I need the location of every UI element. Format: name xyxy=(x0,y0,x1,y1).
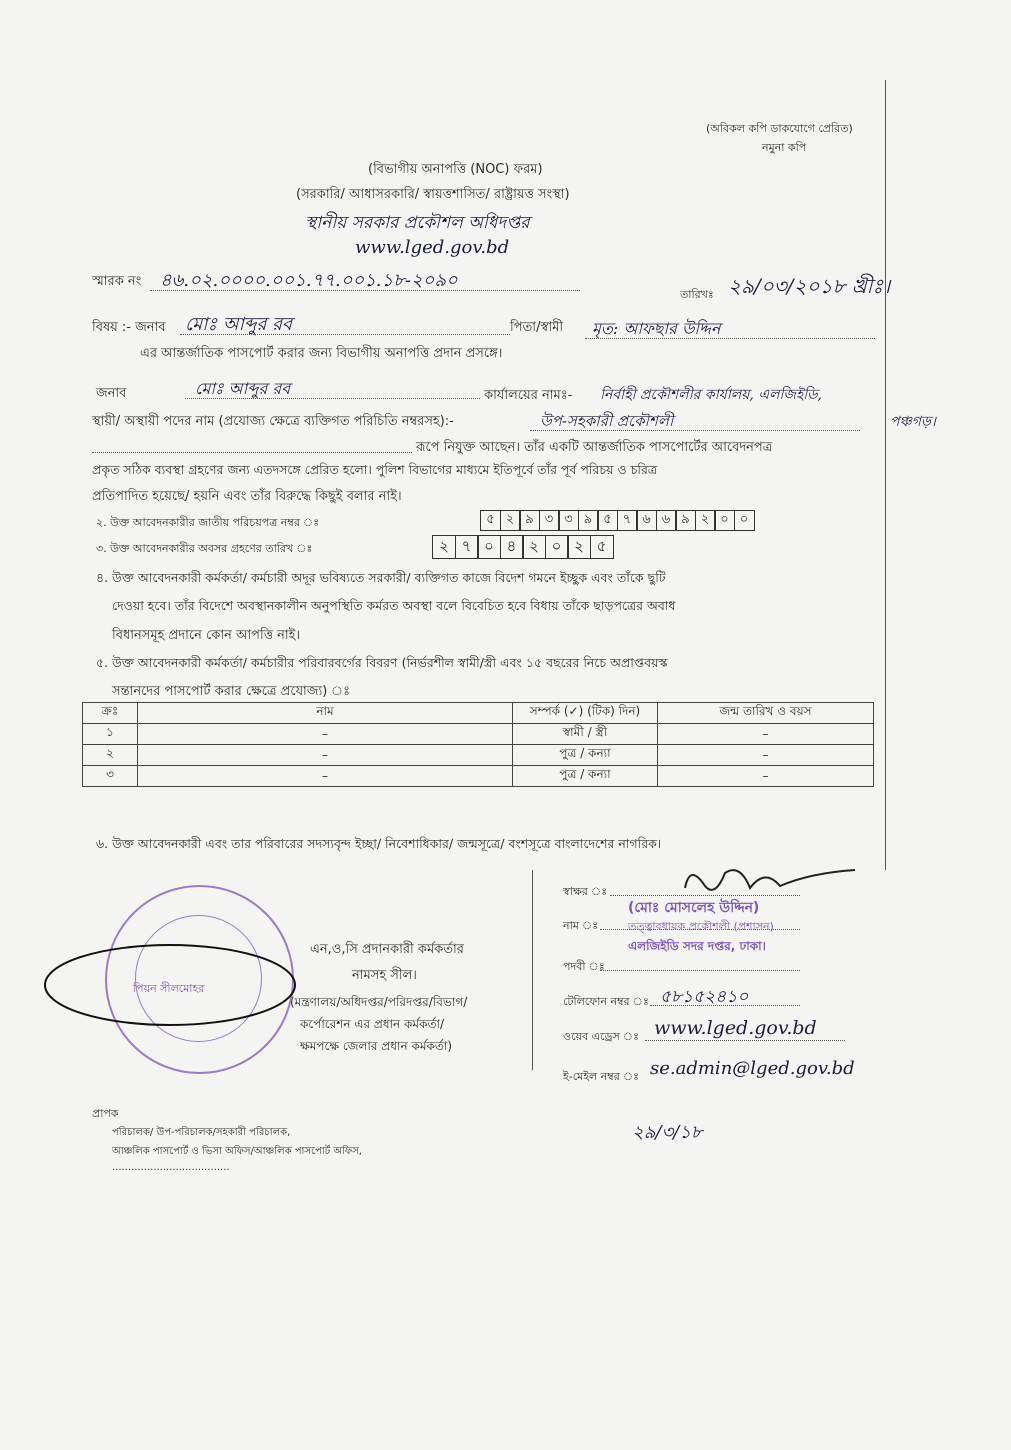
cell-dob: – xyxy=(658,745,874,766)
cell-rel: পুত্র / কন্যা xyxy=(513,766,658,787)
retire-digit: ৫ xyxy=(590,535,614,559)
item1-line5: প্রতিপাদিত হয়েছে/ হয়নি এবং তাঁর বিরুদ্ধে কিছুই বলার নাই। xyxy=(92,489,402,504)
office-label: কার্যালয়ের নামঃ- xyxy=(484,388,573,403)
recipient-line1: পরিচালক/ উপ-পরিচালক/সহকারী পরিচালক, xyxy=(112,1127,291,1138)
email-label: ই-মেইল নম্বর ঃ xyxy=(563,1070,639,1083)
noc-caption-2: নামসহ সীল। xyxy=(352,968,417,983)
noc-caption-1: এন,ও,সি প্রদানকারী কর্মকর্তার xyxy=(310,942,464,957)
item5-line2: সন্তানদের পাসপোর্ট করার ক্ষেত্রে প্রযোজ্য) ঃ xyxy=(112,684,351,699)
website-handwritten: www.lged.gov.bd xyxy=(355,237,510,258)
nid-digit: ৯ xyxy=(578,510,599,531)
col-dob: জন্ম তারিখ ও বয়স xyxy=(658,703,874,724)
nid-digit: ২ xyxy=(500,510,521,531)
copy-note: (অবিকল কপি ডাকযোগে প্রেরিত) xyxy=(706,122,853,135)
family-table xyxy=(82,702,874,787)
item2-label: ২. উক্ত আবেদনকারীর জাতীয় পরিচয়পত্র নম্বর ঃ xyxy=(96,516,320,529)
noc-caption-3: (মন্ত্রণালয়/অধিদপ্তর/পরিদপ্তর/বিভাগ/ xyxy=(290,995,468,1009)
retire-digit: ২ xyxy=(522,535,546,559)
margin-rule xyxy=(885,80,886,870)
item1-name: মোঃ আব্দুর রব xyxy=(195,379,291,398)
post-handwritten: উপ-সহকারী প্রকৌশলী xyxy=(540,412,674,430)
recipient-label: প্রাপক xyxy=(92,1107,119,1120)
item4-line1: ৪. উক্ত আবেদনকারী কর্মকর্তা/ কর্মচারী অদূর ভবিষ্যতে সরকারী/ ব্যক্তিগত কাজে বিদেশ গমনে ইচ্ছুক এবং তাঁকে ছুটি xyxy=(96,570,666,585)
date-label: তারিখঃ xyxy=(680,288,714,301)
employed-text: রূপে নিযুক্ত আছেন। তাঁর একটি আন্তর্জাতিক পাসপোর্টের আবেদনপত্র xyxy=(416,440,773,455)
recipient-line2: আঞ্চলিক পাসপোর্ট ও ভিসা অফিস/আঞ্চলিক পাসপোর্ট অফিস, xyxy=(112,1146,362,1157)
col-name: নাম xyxy=(138,703,513,724)
office-handwritten: নির্বাহী প্রকৌশলীর কার্যালয়, এলজিইডি, xyxy=(600,387,822,403)
nid-digit: ২ xyxy=(695,510,716,531)
nid-digit: ০ xyxy=(734,510,755,531)
item1-line4: প্রকৃত সঠিক ব্যবস্থা গ্রহণের জন্য এতদসঙ্গে প্রেরিত হলো। পুলিশ বিভাগের মাধ্যমে ইতিপূর্বে তাঁর পূর্ব পরিচয় ও চরিত্র xyxy=(92,462,658,477)
item3-label: ৩. উক্ত আবেদনকারীর অবসর গ্রহণের তারিখ ঃ xyxy=(96,542,313,555)
retire-digit: ৪ xyxy=(500,535,524,559)
subject-line2: এর আন্তর্জাতিক পাসপোর্ট করার জন্য বিভাগীয় অনাপত্তি প্রদান প্রসঙ্গে। xyxy=(140,346,503,361)
table-header-row xyxy=(83,703,874,724)
noc-caption-4: কর্পোরেশন এর প্রধান কর্মকর্তা/ xyxy=(300,1017,445,1031)
father-name: মৃত: আফছার উদ্দিন xyxy=(592,319,721,338)
memo-number: ৪৬.০২.০০০০.০০১.৭৭.০০১.১৮-২০৯০ xyxy=(160,270,458,291)
cell-sl: ৩ xyxy=(83,766,138,787)
subject-name: মোঃ আব্দুর রব xyxy=(185,314,293,335)
col-serial: ক্রঃ xyxy=(83,703,138,724)
table-row xyxy=(83,745,874,766)
retire-digit: ২ xyxy=(432,535,456,559)
item4-line3: বিধানসমূহ প্রদানে কোন আপত্তি নাই। xyxy=(112,628,301,643)
sign-label: স্বাক্ষর ঃ xyxy=(563,885,608,898)
item5-line1: ৫. উক্ত আবেদনকারী কর্মকর্তা/ কর্মচারীর পরিবারবর্গের বিবরণ (নির্ভরশীল স্বামী/স্ত্রী এবং ১৫ বছরের নিচে অপ্রাপ্তবয়স্ক xyxy=(96,655,668,670)
stamp-office: এলজিইডি সদর দপ্তর, ঢাকা। xyxy=(628,939,766,953)
cell-name: – xyxy=(138,766,513,787)
item1-janab: জনাব xyxy=(96,386,127,401)
nid-digit: ০ xyxy=(714,510,735,531)
table-row xyxy=(83,766,874,787)
item6-text: ৬. উক্ত আবেদনকারী এবং তার পরিবারের সদস্যবৃন্দ ইচ্ছা/ নিবেশাধিকার/ জন্মসূত্রে/ বংশসূত্রে বাংলাদেশের নাগরিক। xyxy=(96,836,662,851)
name-label: নাম ঃ xyxy=(563,919,599,932)
nid-boxes xyxy=(480,510,753,531)
form-title: (বিভাগীয় অনাপত্তি (NOC) ফরম) xyxy=(368,162,543,177)
recipient-line3: ..................................... xyxy=(112,1162,230,1173)
nid-digit: ৭ xyxy=(617,510,638,531)
office-name-handwritten: স্থানীয় সরকার প্রকৌশল অধিদপ্তর xyxy=(305,213,530,233)
seal-inner-text: পিয়ন সীলমোহর xyxy=(133,982,205,995)
nid-digit: ৬ xyxy=(636,510,657,531)
col-relation: সম্পর্ক (✓) (টিক) দিন) xyxy=(513,703,658,724)
org-types: (সরকারি/ আধাসরকারি/ স্বায়ত্তশাসিত/ রাষ্ট্রায়ত্ত সংস্থা) xyxy=(296,187,570,202)
initial-date: ২৯/৩/১৮ xyxy=(632,1122,703,1143)
post-label: স্থায়ী/ অস্থায়ী পদের নাম (প্রযোজ্য ক্ষেত্রে ব্যক্তিগত পরিচিতি নম্বরসহ):- xyxy=(92,414,454,429)
cell-rel: পুত্র / কন্যা xyxy=(513,745,658,766)
post-label-sig: পদবী ঃ xyxy=(563,960,605,973)
nid-digit: ৩ xyxy=(558,510,579,531)
nid-digit: ৯ xyxy=(675,510,696,531)
email-address: se.admin@lged.gov.bd xyxy=(650,1058,855,1079)
nid-digit: ৯ xyxy=(519,510,540,531)
web-address: www.lged.gov.bd xyxy=(654,1017,817,1039)
noc-caption-5: ক্ষমপক্ষে জেলার প্রধান কর্মকর্তা) xyxy=(300,1039,453,1053)
subject-label: বিষয় :- জনাব xyxy=(92,320,166,335)
nid-digit: ৫ xyxy=(597,510,618,531)
phone-label: টেলিফোন নম্বর ঃ xyxy=(563,995,649,1008)
cell-dob: – xyxy=(658,766,874,787)
retire-digit: ৭ xyxy=(455,535,479,559)
cell-name: – xyxy=(138,724,513,745)
father-label: পিতা/স্বামী xyxy=(510,320,564,335)
cell-dob: – xyxy=(658,724,874,745)
retire-digit: ০ xyxy=(545,535,569,559)
nid-digit: ৫ xyxy=(480,510,501,531)
memo-date: ২৯/০৩/২০১৮ খ্রীঃ। xyxy=(728,274,891,298)
cell-sl: ১ xyxy=(83,724,138,745)
cell-sl: ২ xyxy=(83,745,138,766)
retire-date-boxes xyxy=(432,535,612,559)
memo-label: স্মারক নং xyxy=(92,274,142,289)
stamp-officer-name: (মোঃ মোসলেহ উদ্দিন) xyxy=(628,900,760,916)
copy-note-sample: নমুনা কপি xyxy=(762,141,807,154)
item4-line2: দেওয়া হবে। তাঁর বিদেশে অবস্থানকালীন অনুপস্থিতি কর্মরত অবস্থা বলে বিবেচিত হবে বিধায় তাঁকে ছাড়পত্রের অবাধ xyxy=(112,598,676,613)
nid-digit: ৬ xyxy=(656,510,677,531)
web-label: ওয়েব এড্রেস ঃ xyxy=(563,1030,639,1043)
cell-name: – xyxy=(138,745,513,766)
retire-digit: ২ xyxy=(567,535,591,559)
nid-digit: ৩ xyxy=(539,510,560,531)
table-row xyxy=(83,724,874,745)
phone-number: ৫৮১৫২৪১০ xyxy=(660,987,749,1007)
office-handwritten-2: পঞ্চগড়। xyxy=(890,414,936,430)
stamp-officer-title: তত্ত্বাবধায়ক প্রকৌশলী (প্রশাসন) xyxy=(628,920,774,933)
cell-rel: স্বামী / স্ত্রী xyxy=(513,724,658,745)
retire-digit: ০ xyxy=(477,535,501,559)
